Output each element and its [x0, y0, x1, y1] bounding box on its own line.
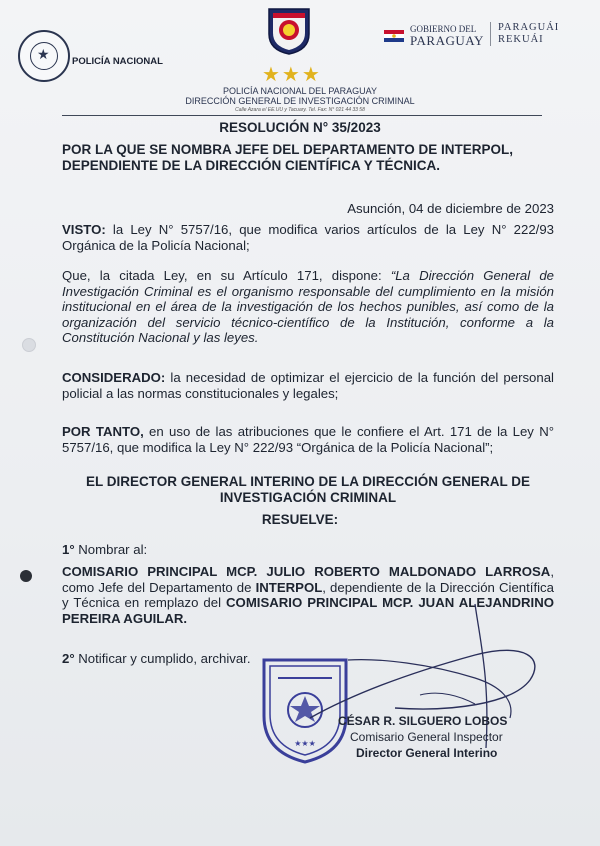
gov-divider: [490, 22, 491, 46]
gov-guarani-line2: REKUÁI: [498, 34, 544, 45]
gov-guarani-line1: PARAGUÁI: [498, 22, 560, 33]
que-quote: “La Dirección General de Investigación Criminal es el organismo responsable del cumplimiento en la misión institucional en el área de la investigación de los hechos punibles, así como de la organización del servicio técnico-científico de la Institución, conforme a la Constitución Nacional y las leyes.: [62, 268, 554, 345]
resolution-date: Asunción, 04 de diciembre de 2023: [347, 201, 554, 216]
visto-label: VISTO:: [62, 222, 106, 237]
svg-text:★★★: ★★★: [294, 739, 316, 748]
appointee-name: COMISARIO PRINCIPAL MCP. JULIO ROBERTO MALDONADO LARROSA: [62, 564, 551, 579]
gov-line1: GOBIERNO DEL: [410, 24, 477, 34]
institution-address: Calle Azara e/ EE.UU y Tacuary. Tel. Fax: N° 021 44 33 58: [235, 107, 365, 113]
visto-paragraph: [62, 222, 554, 253]
signer-rank: Comisario General Inspector: [350, 730, 503, 744]
visto-text: la Ley N° 5757/16, que modifica varios artículos de la Ley N° 222/93 Orgánica de la Policía Nacional;: [62, 222, 554, 253]
police-logo-label: POLICÍA NACIONAL: [72, 56, 163, 67]
considerado-label: CONSIDERADO:: [62, 370, 166, 385]
police-seal-logo: ★: [18, 30, 70, 82]
item2-number: 2°: [62, 651, 75, 666]
que-intro: Que, la citada Ley, en su Artículo 171, dispone:: [62, 268, 391, 283]
item1-head-text: Nombrar al:: [74, 542, 148, 557]
considerado-text: la necesidad de optimizar el ejercicio de la función del personal policial a las normas constitucionales y legales;: [62, 370, 554, 401]
paraguay-flag-icon: [384, 30, 404, 42]
header-divider: [62, 115, 542, 116]
item1-heading: [62, 542, 147, 557]
item2-paragraph: [62, 651, 251, 666]
signer-name: CÉSAR R. SILGUERO LOBOS: [338, 714, 508, 728]
portanto-text: en uso de las atribuciones que le confiere el Art. 171 de la Ley N° 5757/16, que modifica la Ley N° 222/93 “Orgánica de la Policía Nacional”;: [62, 424, 554, 455]
considerado-paragraph: [62, 370, 554, 401]
que-paragraph: [62, 268, 554, 346]
resolution-subject: POR LA QUE SE NOMBRA JEFE DEL DEPARTAMENTO DE INTERPOL, DEPENDIENTE DE LA DIRECCIÓN CIENTÍFICA Y TÉCNICA.: [62, 142, 514, 173]
resolution-title: RESOLUCIÓN N° 35/2023: [219, 120, 381, 135]
item2-text: Notificar y cumplido, archivar.: [74, 651, 251, 666]
item1-number: 1°: [62, 542, 75, 557]
institution-directorate: DIRECCIÓN GENERAL DE INVESTIGACIÓN CRIMINAL: [185, 96, 415, 106]
punch-hole: [22, 338, 36, 352]
interpol-label: INTERPOL: [255, 579, 323, 595]
signer-position: Director General Interino: [356, 746, 498, 760]
replaced-officer-name: COMISARIO PRINCIPAL MCP. JUAN ALEJANDRINO PEREIRA AGUILAR.: [62, 595, 554, 626]
resuelve-heading: RESUELVE:: [261, 512, 339, 527]
national-shield-emblem: [266, 6, 312, 56]
director-heading: EL DIRECTOR GENERAL INTERINO DE LA DIRECCIÓN GENERAL DE INVESTIGACIÓN CRIMINAL: [85, 474, 531, 505]
punch-hole: [20, 570, 32, 582]
item1-mid2: , dependiente de la Dirección Científica y Técnica en remplazo del: [62, 579, 554, 610]
gov-line2: PARAGUAY: [410, 33, 484, 48]
institution-name: POLICÍA NACIONAL DEL PARAGUAY: [222, 86, 378, 96]
three-stars-icon: ★★★: [262, 64, 322, 86]
item1-mid1: , como Jefe del Departamento de: [62, 564, 554, 595]
portanto-label: POR TANTO,: [62, 424, 144, 439]
portanto-paragraph: [62, 424, 554, 455]
